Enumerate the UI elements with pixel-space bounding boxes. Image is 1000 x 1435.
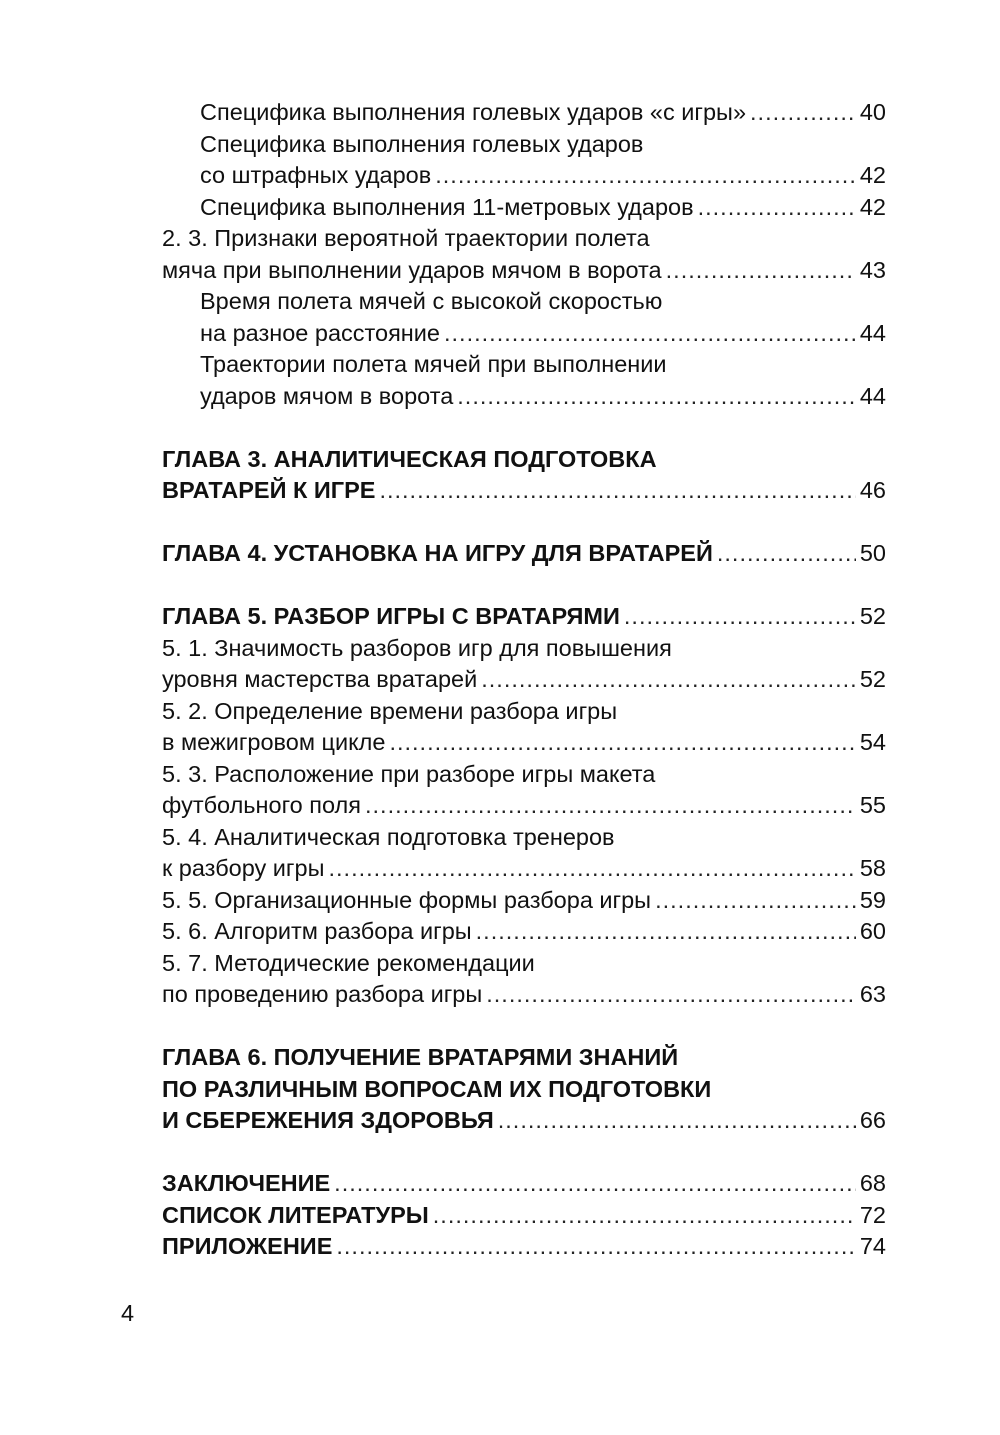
toc-entry-title: 5. 4. Аналитическая подготовка тренеров bbox=[162, 823, 615, 850]
leader-dots bbox=[389, 727, 855, 759]
toc-appendix[interactable] bbox=[162, 1231, 886, 1263]
toc-page-number: 44 bbox=[859, 382, 886, 409]
toc-conclusion[interactable] bbox=[162, 1168, 886, 1200]
toc-entry[interactable] bbox=[162, 129, 886, 161]
toc-entry[interactable] bbox=[162, 223, 886, 255]
toc-bibliography[interactable] bbox=[162, 1200, 886, 1232]
toc-entry[interactable] bbox=[162, 97, 886, 129]
toc-entry-title: ГЛАВА 6. ПОЛУЧЕНИЕ ВРАТАРЯМИ ЗНАНИЙ bbox=[162, 1044, 679, 1070]
toc-page-number: 50 bbox=[859, 540, 886, 566]
toc-entry[interactable] bbox=[162, 916, 886, 948]
toc-entry-title: на разное расстояние bbox=[200, 319, 440, 346]
toc-entry-title: ГЛАВА 5. РАЗБОР ИГРЫ С ВРАТАРЯМИ bbox=[162, 603, 620, 629]
toc-page-number: 52 bbox=[859, 666, 886, 692]
toc-page-number: 43 bbox=[859, 256, 886, 283]
toc-page-number: 42 bbox=[859, 162, 886, 188]
toc-chapter-6[interactable] bbox=[162, 1105, 886, 1137]
leader-dots bbox=[433, 1200, 856, 1232]
toc-page-number: 74 bbox=[859, 1233, 886, 1259]
spacer bbox=[162, 412, 886, 444]
toc-chapter-6[interactable] bbox=[162, 1042, 886, 1074]
toc-entry-title: И СБЕРЕЖЕНИЯ ЗДОРОВЬЯ bbox=[162, 1107, 494, 1133]
spacer bbox=[162, 1011, 886, 1043]
spacer bbox=[162, 1137, 886, 1169]
toc-entry-title: мяча при выполнении ударов мячом в ворота bbox=[162, 256, 662, 283]
toc-entry-title: ПО РАЗЛИЧНЫМ ВОПРОСАМ ИХ ПОДГОТОВКИ bbox=[162, 1075, 712, 1102]
toc-page-number: 44 bbox=[859, 319, 886, 346]
toc-entry[interactable] bbox=[162, 633, 886, 665]
table-of-contents bbox=[162, 97, 886, 1263]
toc-page-number: 59 bbox=[859, 886, 886, 913]
toc-entry-title: ПРИЛОЖЕНИЕ bbox=[162, 1233, 333, 1259]
toc-chapter-3[interactable] bbox=[162, 475, 886, 507]
toc-entry[interactable] bbox=[162, 664, 886, 696]
toc-entry[interactable] bbox=[162, 160, 886, 192]
toc-entry-title: ЗАКЛЮЧЕНИЕ bbox=[162, 1170, 331, 1196]
toc-page-number: 52 bbox=[859, 603, 886, 629]
toc-entry-title: футбольного поля bbox=[162, 792, 361, 818]
toc-entry[interactable] bbox=[162, 727, 886, 759]
leader-dots bbox=[498, 1105, 856, 1137]
toc-entry-title: ГЛАВА 4. УСТАНОВКА НА ИГРУ ДЛЯ ВРАТАРЕЙ bbox=[162, 540, 713, 566]
leader-dots bbox=[328, 853, 855, 885]
toc-entry-title: уровня мастерства вратарей bbox=[162, 666, 478, 692]
toc-entry-title: ГЛАВА 3. АНАЛИТИЧЕСКАЯ ПОДГОТОВКА bbox=[162, 445, 657, 472]
toc-entry-title: ударов мячом в ворота bbox=[200, 382, 454, 409]
toc-entry[interactable] bbox=[162, 286, 886, 318]
toc-page-number: 40 bbox=[859, 99, 886, 125]
leader-dots bbox=[457, 381, 856, 413]
toc-entry-title: 5. 7. Методические рекомендации bbox=[162, 949, 535, 976]
toc-entry-title: Специфика выполнения 11-метровых ударов bbox=[200, 193, 694, 220]
leader-dots bbox=[379, 475, 855, 507]
toc-entry-title: 5. 1. Значимость разборов игр для повышения bbox=[162, 634, 672, 661]
toc-entry[interactable] bbox=[162, 696, 886, 728]
toc-page-number: 72 bbox=[859, 1201, 886, 1228]
leader-dots bbox=[698, 192, 856, 224]
toc-page-number: 63 bbox=[859, 981, 886, 1007]
toc-page-number: 54 bbox=[859, 729, 886, 755]
toc-chapter-4[interactable] bbox=[162, 538, 886, 570]
toc-entry[interactable] bbox=[162, 790, 886, 822]
toc-entry-title: Траектории полета мячей при выполнении bbox=[200, 351, 667, 377]
leader-dots bbox=[481, 664, 856, 696]
toc-chapter-3[interactable] bbox=[162, 444, 886, 476]
toc-entry-title: СПИСОК ЛИТЕРАТУРЫ bbox=[162, 1201, 429, 1228]
toc-entry[interactable] bbox=[162, 979, 886, 1011]
toc-entry-title: по проведению разбора игры bbox=[162, 981, 483, 1007]
leader-dots bbox=[750, 97, 856, 129]
leader-dots bbox=[666, 255, 856, 287]
toc-entry[interactable] bbox=[162, 349, 886, 381]
page-number: 4 bbox=[121, 1300, 135, 1326]
spacer bbox=[162, 507, 886, 539]
toc-page-number: 42 bbox=[859, 193, 886, 220]
toc-entry-title: Специфика выполнения голевых ударов bbox=[200, 130, 644, 157]
toc-entry-title: Время полета мячей с высокой скоростью bbox=[200, 288, 663, 314]
toc-entry-title: 5. 5. Организационные формы разбора игры bbox=[162, 886, 652, 913]
toc-entry[interactable] bbox=[162, 255, 886, 287]
toc-entry-title: 5. 3. Расположение при разборе игры макета bbox=[162, 760, 656, 787]
leader-dots bbox=[336, 1231, 855, 1263]
leader-dots bbox=[476, 916, 856, 948]
leader-dots bbox=[624, 601, 856, 633]
toc-entry[interactable] bbox=[162, 759, 886, 791]
toc-entry[interactable] bbox=[162, 853, 886, 885]
toc-page-number: 66 bbox=[859, 1107, 886, 1133]
leader-dots bbox=[486, 979, 856, 1011]
leader-dots bbox=[717, 538, 856, 570]
toc-chapter-6[interactable] bbox=[162, 1074, 886, 1106]
toc-entry[interactable] bbox=[162, 885, 886, 917]
toc-entry-title: в межигровом цикле bbox=[162, 729, 386, 755]
toc-entry[interactable] bbox=[162, 948, 886, 980]
toc-entry[interactable] bbox=[162, 822, 886, 854]
toc-entry[interactable] bbox=[162, 381, 886, 413]
spacer bbox=[162, 570, 886, 602]
leader-dots bbox=[435, 160, 856, 192]
toc-entry-title: 5. 6. Алгоритм разбора игры bbox=[162, 918, 472, 944]
toc-page-number: 68 bbox=[859, 1170, 886, 1196]
toc-page-number: 58 bbox=[859, 855, 886, 881]
toc-entry-title: 5. 2. Определение времени разбора игры bbox=[162, 697, 618, 724]
toc-entry[interactable] bbox=[162, 192, 886, 224]
leader-dots bbox=[655, 885, 856, 917]
toc-entry-title: к разбору игры bbox=[162, 855, 325, 881]
leader-dots bbox=[444, 318, 856, 350]
toc-page-number: 60 bbox=[859, 918, 886, 944]
toc-entry-title: ВРАТАРЕЙ К ИГРЕ bbox=[162, 477, 376, 503]
toc-entry[interactable] bbox=[162, 318, 886, 350]
leader-dots bbox=[365, 790, 856, 822]
toc-page-number: 46 bbox=[859, 477, 886, 503]
toc-entry-title: Специфика выполнения голевых ударов «с игры» bbox=[200, 99, 747, 125]
leader-dots bbox=[334, 1168, 856, 1200]
toc-entry-title: со штрафных ударов bbox=[200, 162, 432, 188]
toc-entry-title: 2. 3. Признаки вероятной траектории полета bbox=[162, 225, 650, 251]
toc-page-number: 55 bbox=[859, 792, 886, 818]
toc-chapter-5[interactable] bbox=[162, 601, 886, 633]
